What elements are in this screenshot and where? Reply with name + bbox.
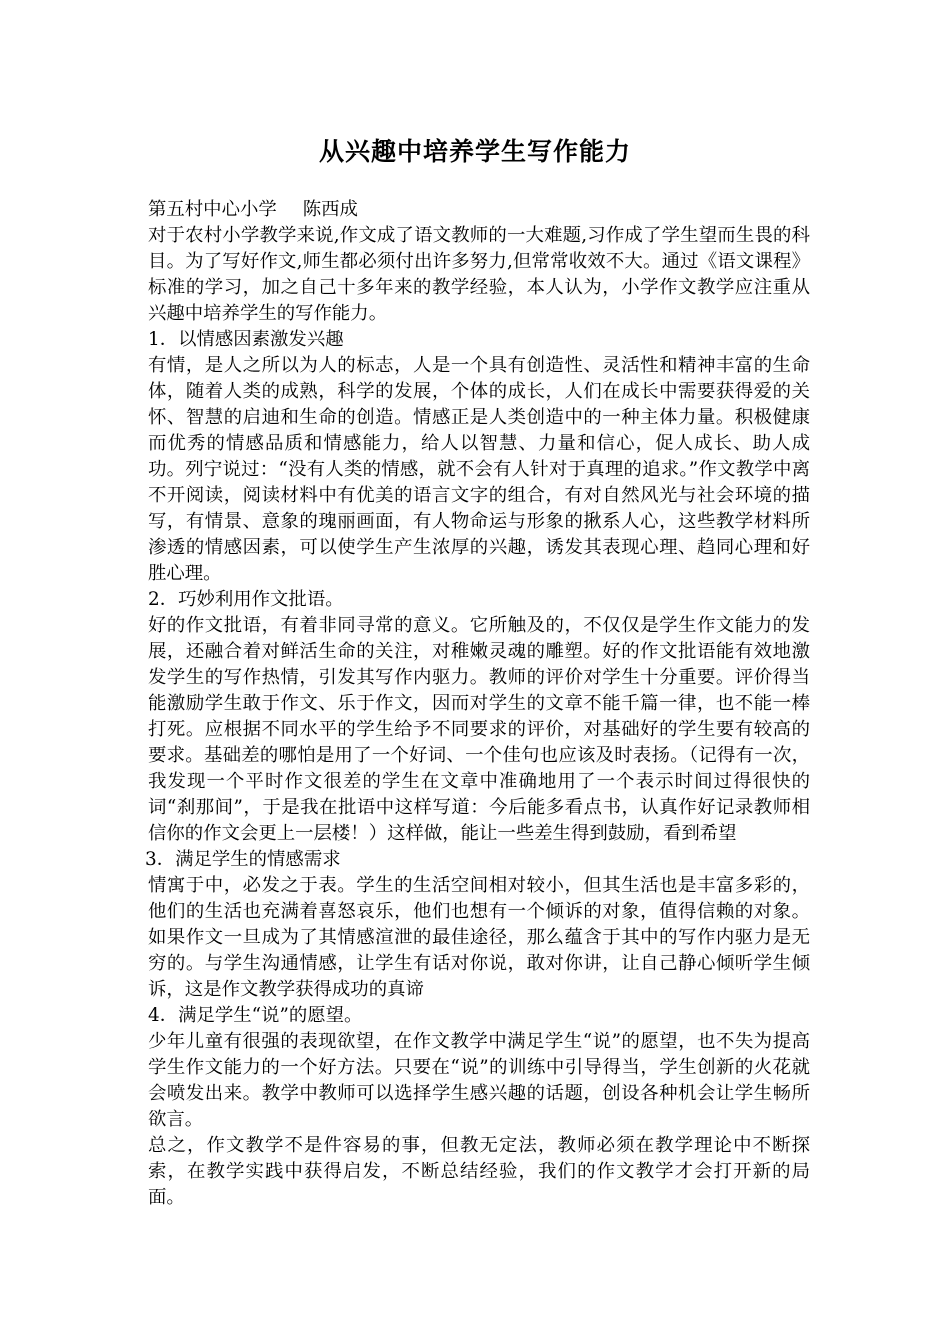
section-text-1: 有情，是人之所以为人的标志，人是一个具有创造性、灵活性和精神丰富的生命体，随着人类的成熟，科学的发展，个体的成长，人们在成长中需要获得爱的关怀、智慧的启迪和生命的创造。情感正是人类创造中的一种主体力量。积极健康而优秀的情感品质和情感能力，给人以智慧、力量和信心，促人成长、助人成功。列宁说过：“没有人类的情感，就不会有人针对于真理的追求。”作文教学中离不开阅读，阅读材料中有优美的语言文字的组合，有对自然风光与社会环境的描写，有情景、意象的瑰丽画面，有人物命运与形象的揪系人心，这些教学材料所渗透的情感因素，可以使学生产生浓厚的兴趣，诱发其表现心理、趋同心理和好胜心理。 bbox=[148, 355, 810, 584]
conclusion-paragraph: 总之，作文教学不是件容易的事，但教无定法，教师必须在教学理论中不断探索，在教学实践中获得启发，不断总结经验，我们的作文教学才会打开新的局面。 bbox=[148, 1135, 810, 1208]
author-name: 陈西成 bbox=[302, 199, 358, 220]
document-body bbox=[145, 197, 810, 1211]
section-heading-3: 3．满足学生的情感需求 bbox=[145, 849, 341, 870]
section-heading-4: 4．满足学生“说”的愿望。 bbox=[148, 1005, 363, 1026]
section-text-2: 好的作文批语，有着非同寻常的意义。它所触及的，不仅仅是学生作文能力的发展，还融合着对鲜活生命的关注，对稚嫩灵魂的雕塑。好的作文批语能有效地激发学生的写作热情，引发其写作内驱力。教师的评价对学生十分重要。评价得当能激励学生敢于作文、乐于作文，因而对学生的文章不能千篇一律，也不能一棒打死。应根据不同水平的学生给予不同要求的评价，对基础好的学生要有较高的要求。基础差的哪怕是用了一个好词、一个佳句也应该及时表扬。（记得有一次，我发现一个平时作文很差的学生在文章中准确地用了一个表示时间过得很快的词“刹那间”，于是我在批语中这样写道：今后能多看点书，认真作好记录教师相信你的作文会更上一层楼！）这样做，能让一些差生得到鼓励，看到希望 bbox=[148, 615, 810, 844]
section-text-3: 情寓于中，必发之于表。学生的生活空间相对较小，但其生活也是丰富多彩的，他们的生活也充满着喜怒哀乐，他们也想有一个倾诉的对象，值得信赖的对象。如果作文一旦成为了其情感渲泄的最佳途径，那么蕴含于其中的写作内驱力是无穷的。与学生沟通情感，让学生有话对你说，敢对你讲，让自己静心倾听学生倾诉，这是作文教学获得成功的真谛 bbox=[148, 875, 810, 1000]
author-school: 第五村中心小学 bbox=[148, 199, 277, 220]
section-text-4: 少年儿童有很强的表现欲望，在作文教学中满足学生“说”的愿望，也不失为提高学生作文能力的一个好方法。只要在“说”的训练中引导得当，学生创新的火花就会喷发出来。教学中教师可以选择学生感兴趣的话题，创设各种机会让学生畅所欲言。 bbox=[148, 1031, 810, 1130]
document-title: 从兴趣中培养学生写作能力 bbox=[318, 137, 631, 166]
section-heading-1: 1．以情感因素激发兴趣 bbox=[148, 329, 344, 350]
author-line bbox=[148, 197, 810, 223]
section-heading-2: 2．巧妙利用作文批语。 bbox=[148, 589, 344, 610]
intro-paragraph: 对于农村小学教学来说,作文成了语文教师的一大难题,习作成了学生望而生畏的科目。为了写好作文,师生都必须付出许多努力,但常常收效不大。通过《语文课程》标准的学习，加之自己十多年来的教学经验，本人认为，小学作文教学应注重从兴趣中培养学生的写作能力。 bbox=[148, 225, 810, 324]
